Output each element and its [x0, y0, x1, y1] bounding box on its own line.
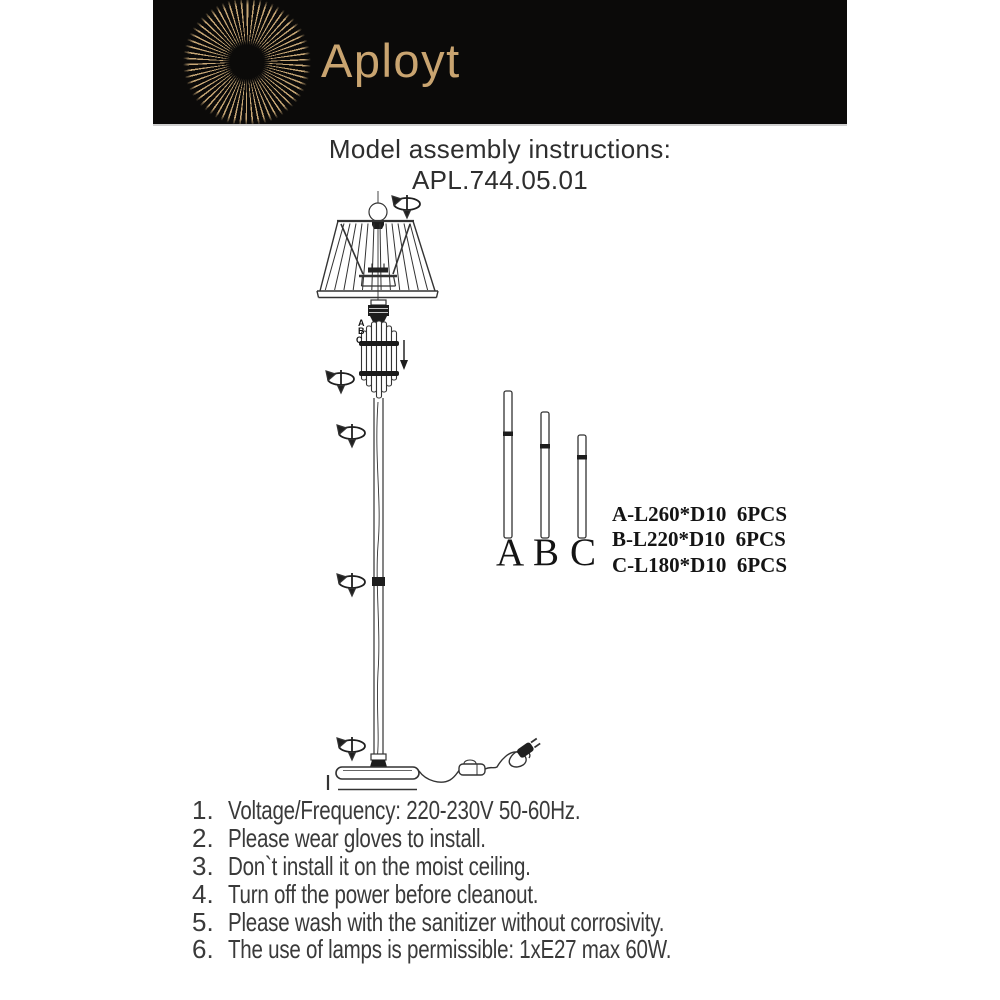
part-specs — [612, 502, 787, 578]
inline-switch — [459, 760, 485, 775]
instruction-row — [192, 853, 789, 881]
instruction-row — [192, 880, 789, 908]
pole-connector — [372, 577, 385, 586]
instruction-text: Voltage/Frequency: 220-230V 50-60Hz. — [228, 795, 581, 826]
rod-part-c — [577, 435, 587, 538]
part-label-c: C — [570, 531, 597, 574]
base — [328, 767, 419, 790]
spec-line-b: B-L220*D10 6PCS — [612, 527, 786, 552]
instruction-number: 3. — [192, 851, 214, 881]
instruction-list — [192, 797, 789, 964]
instruction-number: 2. — [192, 823, 214, 854]
brand-name: Aployt — [321, 34, 461, 87]
plug-icon — [516, 737, 541, 759]
instruction-text: The use of lamps is permissible: 1xE27 max 60W. — [228, 934, 672, 965]
instruction-number: 1. — [192, 795, 214, 826]
part-label-b: B — [533, 531, 560, 574]
pole — [370, 398, 387, 767]
instruction-text: Please wash with the sanitizer without corrosivity. — [228, 906, 665, 937]
instruction-row — [192, 825, 789, 853]
rotate-icon — [337, 737, 365, 760]
crystal-column — [358, 318, 399, 398]
socket — [368, 300, 389, 322]
power-cord — [419, 737, 541, 782]
rod-part-b — [540, 412, 550, 538]
column-label-b: B — [358, 326, 365, 336]
instruction-row — [192, 797, 789, 825]
instruction-number: 6. — [192, 934, 214, 965]
model-number: APL.744.05.01 — [412, 165, 588, 195]
rotate-icon — [392, 195, 420, 218]
instruction-row — [192, 936, 789, 964]
rod-part-a — [503, 391, 513, 538]
spec-line-a: A-L260*D10 6PCS — [612, 502, 788, 526]
part-label-a: A — [496, 531, 525, 574]
instruction-number: 5. — [192, 906, 214, 937]
spec-line-c: C-L180*D10 6PCS — [612, 552, 788, 577]
down-arrow-icon — [400, 340, 408, 370]
instruction-number: 4. — [192, 878, 214, 909]
column-label-c: C — [356, 335, 363, 345]
instruction-row — [192, 908, 789, 936]
column-label-a: A — [358, 318, 365, 328]
instruction-text: Don`t install it on the moist ceiling. — [228, 851, 531, 881]
page-title: Model assembly instructions: — [328, 134, 672, 164]
instruction-text: Turn off the power before cleanout. — [228, 878, 539, 909]
instruction-text: Please wear gloves to install. — [228, 823, 486, 854]
rotate-icon — [326, 370, 354, 393]
rotate-icon — [337, 573, 365, 596]
rotate-icon — [337, 424, 365, 447]
